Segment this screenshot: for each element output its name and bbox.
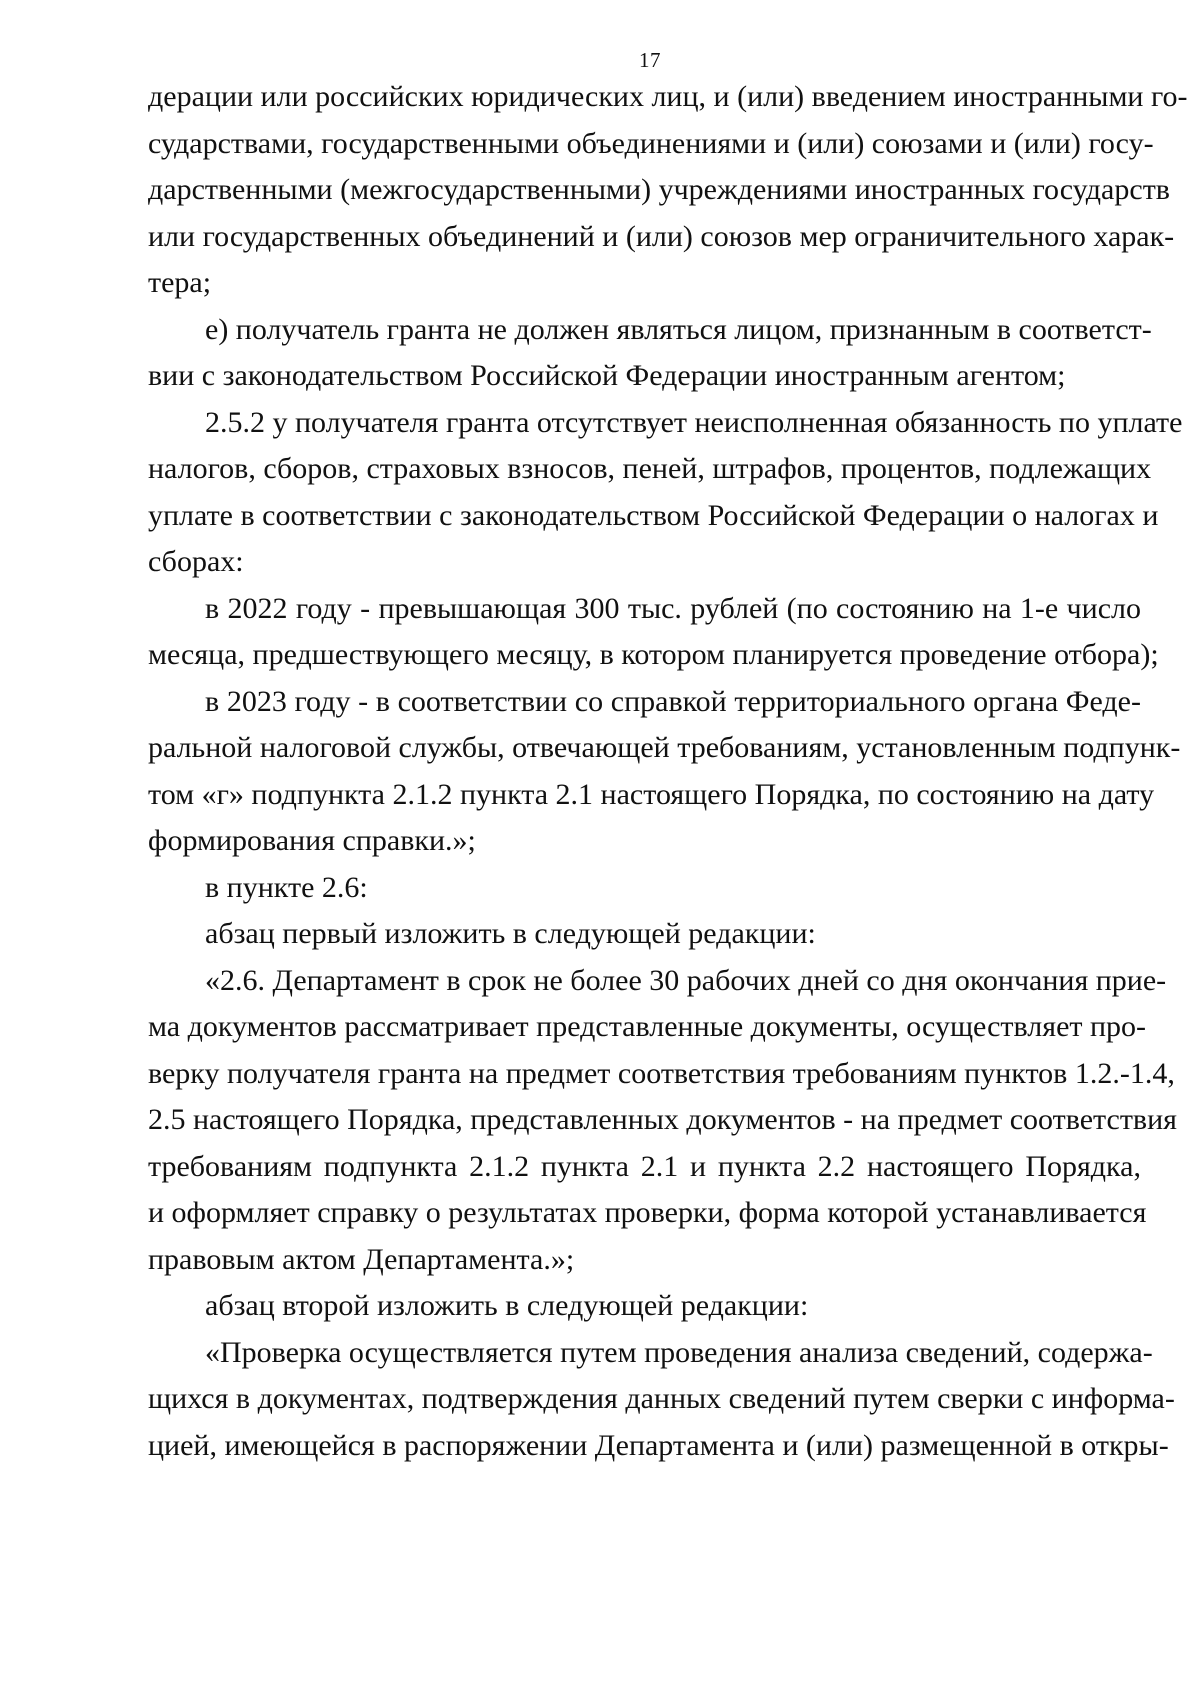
text-line: 2.5 настоящего Порядка, представленных документов - на предмет соответствия <box>148 1103 1177 1136</box>
text-line: е) получатель гранта не должен являться лицом, признанным в соответст- <box>205 313 1152 346</box>
text-line: налогов, сборов, страховых взносов, пеней, штрафов, процентов, подлежащих <box>148 452 1152 485</box>
text-line: месяца, предшествующего месяцу, в котором планируется проведение отбора); <box>148 638 1159 671</box>
text-line: дарственными (межгосударственными) учреждениями иностранных государств <box>148 173 1170 206</box>
text-line: щихся в документах, подтверждения данных сведений путем сверки с информа- <box>148 1382 1175 1415</box>
text-line: «Проверка осуществляется путем проведения анализа сведений, содержа- <box>205 1336 1153 1369</box>
text-line: 2.5.2 у получателя гранта отсутствует неисполненная обязанность по уплате <box>205 406 1183 439</box>
text-line: требованиям подпункта 2.1.2 пункта 2.1 и пункта 2.2 настоящего Порядка, <box>148 1150 1141 1183</box>
text-line: сударствами, государственными объединениями и (или) союзами и (или) госу- <box>148 127 1154 160</box>
text-line: абзац первый изложить в следующей редакции: <box>205 917 816 950</box>
text-line: уплате в соответствии с законодательством Российской Федерации о налогах и <box>148 499 1159 532</box>
text-line: ральной налоговой службы, отвечающей требованиям, установленным подпунк- <box>148 731 1181 764</box>
text-line: в 2022 году - превышающая 300 тыс. рублей (по состоянию на 1-е число <box>205 592 1141 625</box>
text-line: ма документов рассматривает представленные документы, осуществляет про- <box>148 1010 1147 1043</box>
text-line: и оформляет справку о результатах проверки, форма которой устанавливается <box>148 1196 1147 1229</box>
text-line: том «г» подпункта 2.1.2 пункта 2.1 настоящего Порядка, по состоянию на дату <box>148 778 1155 811</box>
page-number: 17 <box>639 48 661 72</box>
text-line: верку получателя гранта на предмет соответствия требованиям пунктов 1.2.-1.4, <box>148 1057 1175 1090</box>
text-line: формирования справки.»; <box>148 824 476 857</box>
text-line: цией, имеющейся в распоряжении Департамента и (или) размещенной в откры- <box>148 1429 1169 1462</box>
text-line: сборах: <box>148 545 244 578</box>
text-line: дерации или российских юридических лиц, и (или) введением иностранными го- <box>148 80 1188 113</box>
text-line: вии с законодательством Российской Федерации иностранным агентом; <box>148 359 1066 392</box>
text-line: или государственных объединений и (или) союзов мер ограничительного харак- <box>148 220 1175 253</box>
text-line: абзац второй изложить в следующей редакции: <box>205 1289 809 1322</box>
text-line: в 2023 году - в соответствии со справкой территориального органа Феде- <box>205 685 1141 718</box>
text-line: «2.6. Департамент в срок не более 30 рабочих дней со дня окончания прие- <box>205 964 1167 997</box>
text-line: в пункте 2.6: <box>205 871 368 904</box>
text-line: тера; <box>148 266 212 299</box>
text-line: правовым актом Департамента.»; <box>148 1243 575 1276</box>
